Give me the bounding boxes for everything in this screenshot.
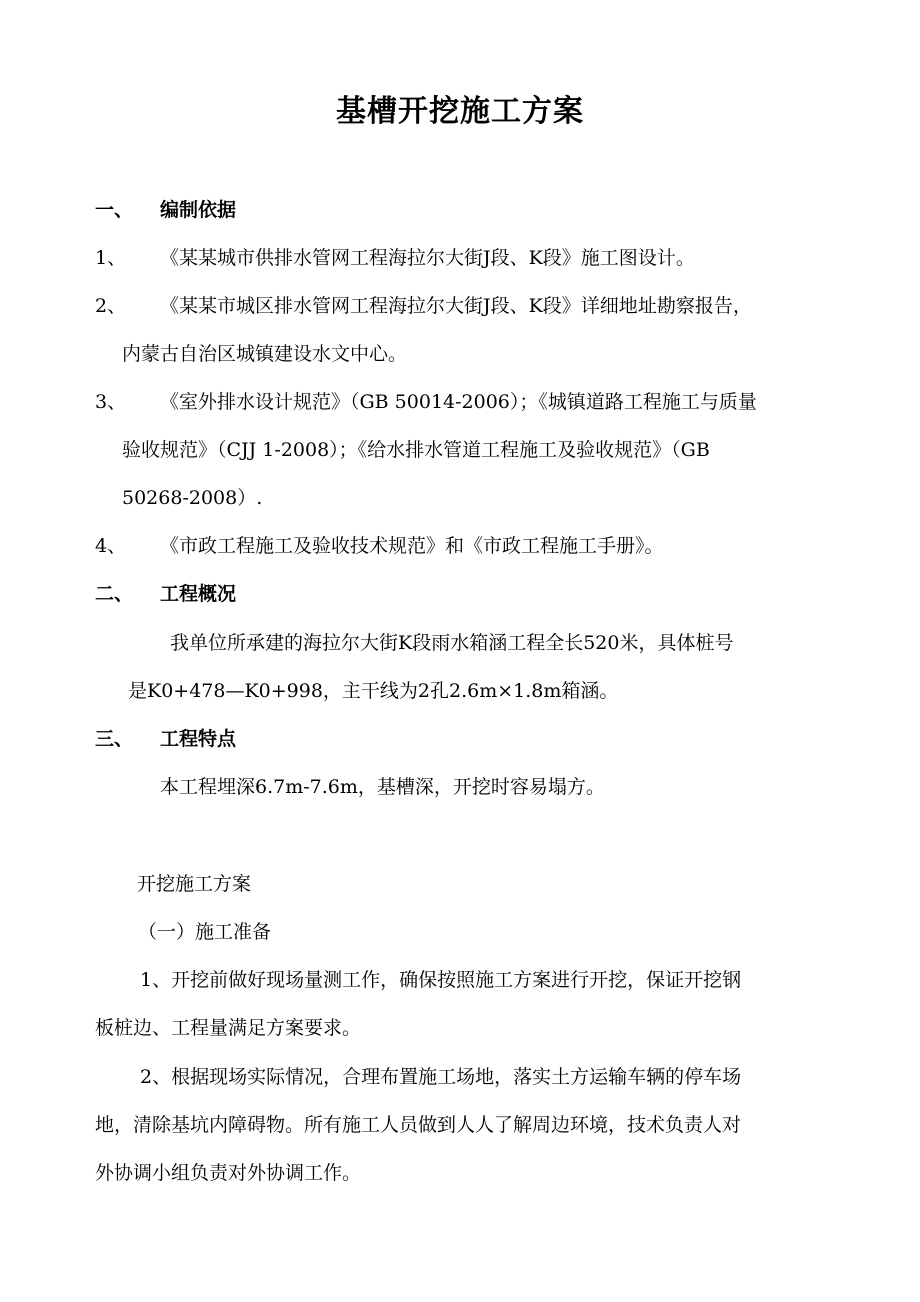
item-3-number: 3、 bbox=[95, 391, 127, 413]
section-1-number: 一、 bbox=[95, 199, 134, 221]
plan-paragraph-2-line-2: 地，清除基坑内障碍物。所有施工人员做到人人了解周边环境，技术负责人对 bbox=[95, 1114, 742, 1136]
plan-subheading: （一）施工准备 bbox=[138, 921, 272, 943]
item-4-text: 《市政工程施工及验收技术规范》和《市政工程施工手册》。 bbox=[160, 535, 664, 557]
item-1-number: 1、 bbox=[95, 247, 127, 269]
section-2-number: 二、 bbox=[95, 583, 134, 605]
section-2-text-line-2: 是K0+478—K0+998，主干线为2孔2.6m×1.8m箱涵。 bbox=[128, 680, 619, 702]
page-title: 基槽开挖施工方案 bbox=[336, 94, 584, 129]
plan-paragraph-1-line-1: 1、开挖前做好现场量测工作，确保按照施工方案进行开挖，保证开挖钢 bbox=[140, 969, 742, 991]
section-2-text-line-1: 我单位所承建的海拉尔大街K段雨水箱涵工程全长520米，具体桩号 bbox=[170, 632, 734, 654]
plan-heading: 开挖施工方案 bbox=[137, 873, 252, 895]
section-3-number: 三、 bbox=[95, 728, 134, 750]
section-1-heading: 编制依据 bbox=[160, 199, 237, 221]
item-2-number: 2、 bbox=[95, 295, 127, 317]
item-3-text-line-3: 50268-2008）. bbox=[122, 487, 263, 509]
section-3-heading: 工程特点 bbox=[160, 728, 237, 750]
item-3-text-line-1: 《室外排水设计规范》（GB 50014-2006）；《城镇道路工程施工与质量 bbox=[160, 391, 757, 413]
item-1-text: 《某某城市供排水管网工程海拉尔大街J段、K段》施工图设计。 bbox=[160, 247, 695, 269]
plan-paragraph-1-line-2: 板桩边、工程量满足方案要求。 bbox=[95, 1017, 362, 1039]
item-4-number: 4、 bbox=[95, 535, 127, 557]
section-2-heading: 工程概况 bbox=[160, 583, 237, 605]
item-3-text-line-2: 验收规范》（CJJ 1-2008）；《给水排水管道工程施工及验收规范》（GB bbox=[122, 439, 710, 461]
section-3-text: 本工程埋深6.7m-7.6m，基槽深，开挖时容易塌方。 bbox=[160, 776, 605, 798]
plan-paragraph-2-line-3: 外协调小组负责对外协调工作。 bbox=[95, 1162, 362, 1184]
plan-paragraph-2-line-1: 2、根据现场实际情况，合理布置施工场地，落实土方运输车辆的停车场 bbox=[140, 1066, 742, 1088]
item-2-text-line-1: 《某某市城区排水管网工程海拉尔大街J段、K段》详细地址勘察报告， bbox=[160, 295, 752, 317]
item-2-text-line-2: 内蒙古自治区城镇建设水文中心。 bbox=[122, 343, 408, 365]
